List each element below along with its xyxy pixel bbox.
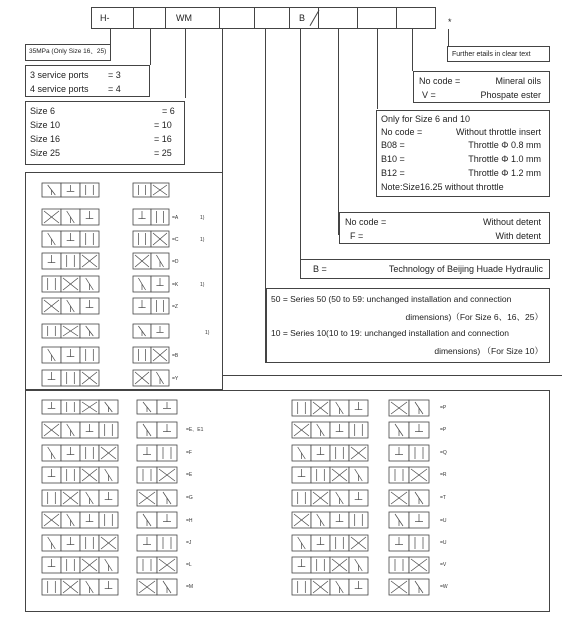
series-line-1: dimensions)（For Size 6、16、25） <box>405 312 543 322</box>
throttle-value-0: Without throttle insert <box>455 127 541 137</box>
symbol-label-q: =Q <box>440 450 447 456</box>
series-line-2: 10 = Series 10(10 to 19: unchanged installation and connection <box>271 328 509 338</box>
symbol-label-v: =V <box>440 562 447 568</box>
code-asterisk: * <box>448 17 452 27</box>
symbol-label-g: =G <box>186 495 193 501</box>
code-cell-wm <box>165 7 220 29</box>
symbol-label-e-e1: =E、E1 <box>186 427 204 433</box>
code-cell-blank-2 <box>219 7 255 29</box>
symbol-label-e-alt: =E <box>186 472 193 478</box>
pressure-box <box>25 44 111 61</box>
code-cell-blank-5 <box>357 7 397 29</box>
throttle-title: Only for Size 6 and 10 <box>381 114 471 124</box>
symbol-label-w: =W <box>440 584 448 590</box>
size-value-2: = 16 <box>154 134 172 144</box>
symbol-label-t: =T <box>440 495 446 501</box>
symbol-label-m: =M <box>186 584 194 590</box>
size-label-0: Size 6 <box>30 106 56 116</box>
throttle-code-1: B08 = <box>381 140 405 150</box>
throttle-note: Note:Size16.25 without throttle <box>381 182 504 192</box>
further-details-box <box>447 46 550 62</box>
symbol-label-j: =J <box>186 540 192 546</box>
series-line-0: 50 = Series 50 (50 to 59: unchanged installation and connection <box>271 294 512 304</box>
technology-code: B = <box>313 264 327 274</box>
symbol-label-r: =R <box>440 472 447 478</box>
service-ports-value-0: = 3 <box>108 70 121 80</box>
size-value-1: = 10 <box>154 120 172 130</box>
service-ports-box <box>25 65 150 97</box>
code-cell-blank-3 <box>254 7 290 29</box>
symbol-label-c: =C <box>172 237 179 243</box>
symbol-label-k: =K <box>172 282 179 288</box>
detent-value-1: With detent <box>495 231 541 241</box>
service-ports-label-1: 4 service ports <box>30 84 89 94</box>
throttle-code-0: No code = <box>381 127 423 137</box>
size-label-2: Size 16 <box>30 134 61 144</box>
fluid-box <box>413 71 550 103</box>
detent-code-0: No code = <box>345 217 387 227</box>
throttle-value-2: Throttle Φ 1.0 mm <box>468 154 541 164</box>
throttle-code-2: B10 = <box>381 154 405 164</box>
symbol-label-a: =A <box>172 215 179 221</box>
service-ports-value-1: = 4 <box>108 84 121 94</box>
code-cell-blank-4 <box>318 7 358 29</box>
symbol-label-z: =Z <box>172 304 178 310</box>
size-value-3: = 25 <box>154 148 172 158</box>
series-box <box>266 288 550 363</box>
size-label-3: Size 25 <box>30 148 61 158</box>
symbol-label-p1: =P <box>440 427 447 433</box>
code-cell-wm-text: WM <box>176 13 192 23</box>
throttle-box <box>376 110 550 197</box>
code-cell-h <box>91 7 134 29</box>
fluid-code-0: No code = <box>419 76 461 86</box>
upper-symbol-frame <box>25 172 222 390</box>
symbol-note-b: 1) <box>205 330 210 336</box>
detent-value-0: Without detent <box>482 217 541 227</box>
throttle-code-3: B12 = <box>381 168 405 178</box>
symbol-label-l: =L <box>186 562 192 568</box>
symbol-label-h: =H <box>186 518 193 524</box>
size-box <box>25 101 185 165</box>
symbol-note-c: 1) <box>200 237 205 243</box>
code-cell-h-text: H- <box>100 13 110 23</box>
throttle-value-1: Throttle Φ 0.8 mm <box>468 140 541 150</box>
throttle-value-3: Throttle Φ 1.2 mm <box>468 168 541 178</box>
symbol-label-b: =B <box>172 353 179 359</box>
symbol-note-k: 1) <box>200 282 205 288</box>
symbol-label-y: =Y <box>172 376 179 382</box>
fluid-value-1: Phospate ester <box>480 90 541 100</box>
fluid-code-1: V = <box>422 90 436 100</box>
code-cell-blank-1 <box>133 7 166 29</box>
size-label-1: Size 10 <box>30 120 61 130</box>
size-value-0: = 6 <box>162 106 175 116</box>
code-cell-b-text: B <box>299 13 306 23</box>
symbol-label-f: =F <box>186 450 192 456</box>
detent-code-1: F = <box>350 231 364 241</box>
technology-box <box>300 259 550 279</box>
further-details-text: Further etails in clear text <box>452 51 531 58</box>
symbol-label-p: =P <box>440 405 447 411</box>
symbol-note-a: 1) <box>200 215 205 221</box>
code-cell-blank-6 <box>396 7 436 29</box>
symbol-label-u1: =U <box>440 518 447 524</box>
technology-value: Technology of Beijing Huade Hydraulic <box>388 264 543 274</box>
pressure-text: 35MPa (Only Size 16、25) <box>29 48 107 55</box>
lower-symbol-frame <box>25 390 550 612</box>
detent-box <box>339 212 550 244</box>
fluid-value-0: Mineral oils <box>495 76 541 86</box>
series-line-3: dimensions) （For Size 10） <box>434 346 543 356</box>
service-ports-label-0: 3 service ports <box>30 70 89 80</box>
symbol-label-d: =D <box>172 259 179 265</box>
symbol-label-u: =U <box>440 540 447 546</box>
